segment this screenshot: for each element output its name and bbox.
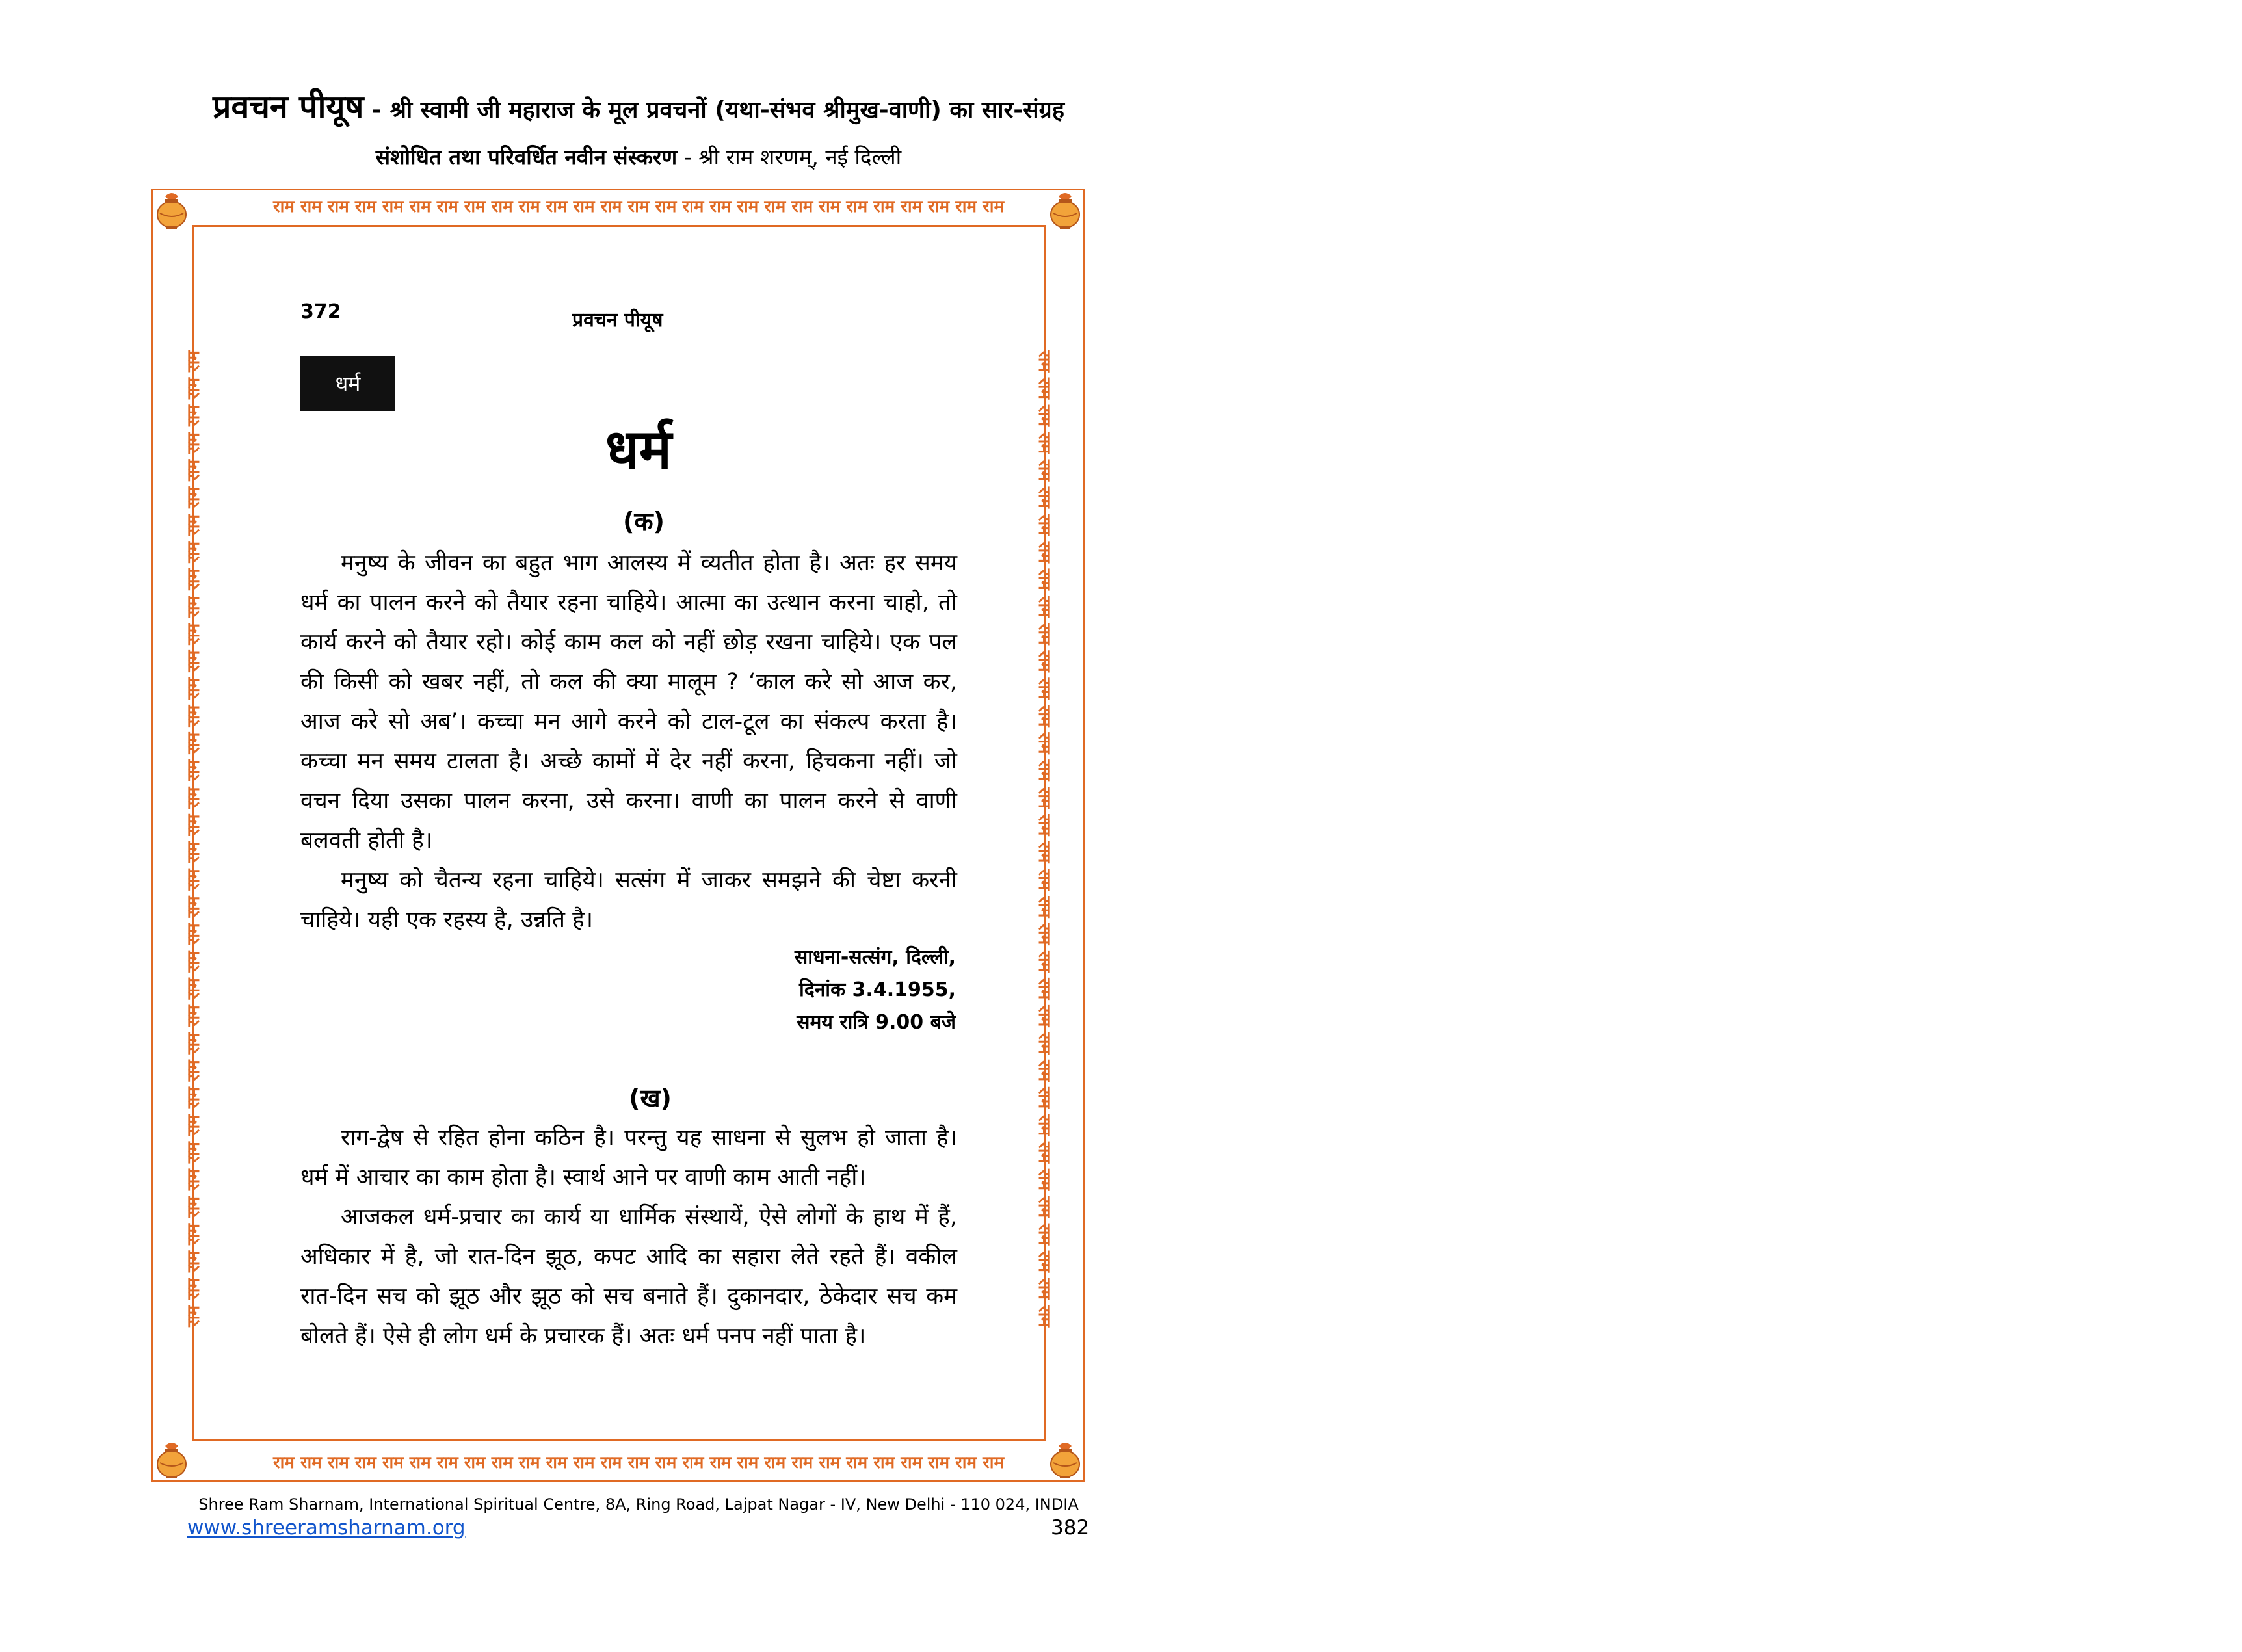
signature-place: साधना-सत्संग, दिल्ली, [795,946,956,969]
kalash-icon [1047,1439,1083,1480]
book-title: प्रवचन पीयूष [213,88,364,125]
kalash-icon [153,190,190,230]
book-subtitle: श्री स्वामी जी महाराज के मूल प्रवचनों (यथा-संभव श्रीमुख-वाणी) का सार-संग्रह [389,97,1064,124]
footer-address: Shree Ram Sharnam, International Spiritual Centre, 8A, Ring Road, Lajpat Nagar - IV, New Delhi - 110 024, INDIA [198,1495,1079,1514]
website-link[interactable]: www.shreeramsharnam.org [187,1516,466,1540]
paragraph: मनुष्य के जीवन का बहुत भाग आलस्य में व्यतीत होता है। अतः हर समय धर्म का पालन करने को तैयार रहना चाहिये। आत्मा का उत्थान करना चाहो, तो कार्य करने को तैयार रहो। कोई काम कल को नहीं छोड़ रखना चाहिये। एक पल की किसी को खबर नहीं, तो कल की क्या मालूम ? ‘काल करे सो आज कर, आज करे सो अब’। कच्चा मन आगे करने को टाल-टूल का संकल्प करता है। कच्चा मन समय टालता है। अच्छे कामों में देर नहीं करना, हिचकना नहीं। जो वचन दिया उसका पालन करना, उसे करना। वाणी का पालन करने से वाणी बलवती होती है। [300,550,957,854]
title-separator: - [363,97,390,124]
pdf-page-number: 382 [1051,1516,1090,1540]
ram-border-left-text: राम राम राम राम राम राम राम राम राम राम राम राम राम राम राम राम राम राम राम राम राम राम राम राम राम राम राम राम राम राम राम राम राम राम राम राम [184,350,204,1327]
chapter-title: धर्म [605,417,672,481]
publisher-label: - श्री राम शरणम्, नई दिल्ली [677,144,902,170]
book-page-number: 372 [300,300,341,323]
document-header [0,83,1277,127]
ram-border-bottom: राम राम राम राम राम राम राम राम राम राम राम राम राम राम राम राम राम राम राम राम राम राम राम राम राम राम राम [272,1453,1005,1473]
ram-border-right-text: राम राम राम राम राम राम राम राम राम राम राम राम राम राम राम राम राम राम राम राम राम राम राम राम राम राम राम राम राम राम राम राम राम राम राम राम [1035,350,1054,1327]
paragraph: आजकल धर्म-प्रचार का कार्य या धार्मिक संस्थायें, ऐसे लोगों के हाथ में हैं, अधिकार में है, जो रात-दिन झूठ, कपट आदि का सहारा लेते रहते हैं। वकील रात-दिन सच को झूठ और झूठ को सच बनाते हैं। दुकानदार, ठेकेदार सच कम बोलते हैं। ऐसे ही लोग धर्म के प्रचारक हैं। अतः धर्म पनप नहीं पाता है। [300,1204,957,1349]
running-head: प्रवचन पीयूष [572,309,663,332]
ram-border-top: राम राम राम राम राम राम राम राम राम राम राम राम राम राम राम राम राम राम राम राम राम राम राम राम राम राम राम [272,197,1005,216]
signature-date: दिनांक 3.4.1955, [798,978,956,1001]
subsection-heading-a: (क) [623,507,665,536]
edition-line [0,142,1277,171]
kalash-icon [153,1439,190,1480]
discourse-signature [795,941,956,1039]
subsection-heading-b: (ख) [629,1084,672,1112]
signature-time: समय रात्रि 9.00 बजे [797,1011,956,1034]
section-tag: धर्म [300,356,395,411]
paragraph: राग-द्वेष से रहित होना कठिन है। परन्तु यह साधना से सुलभ हो जाता है। धर्म में आचार का काम होता है। स्वार्थ आने पर वाणी काम आती नहीं। [300,1125,957,1190]
paragraph: मनुष्य को चैतन्य रहना चाहिये। सत्संग में जाकर समझने की चेष्टा करनी चाहिये। यही एक रहस्य है, उन्नति है। [300,867,957,933]
edition-label: संशोधित तथा परिवर्धित नवीन संस्करण [375,144,678,170]
kalash-icon [1047,190,1083,230]
